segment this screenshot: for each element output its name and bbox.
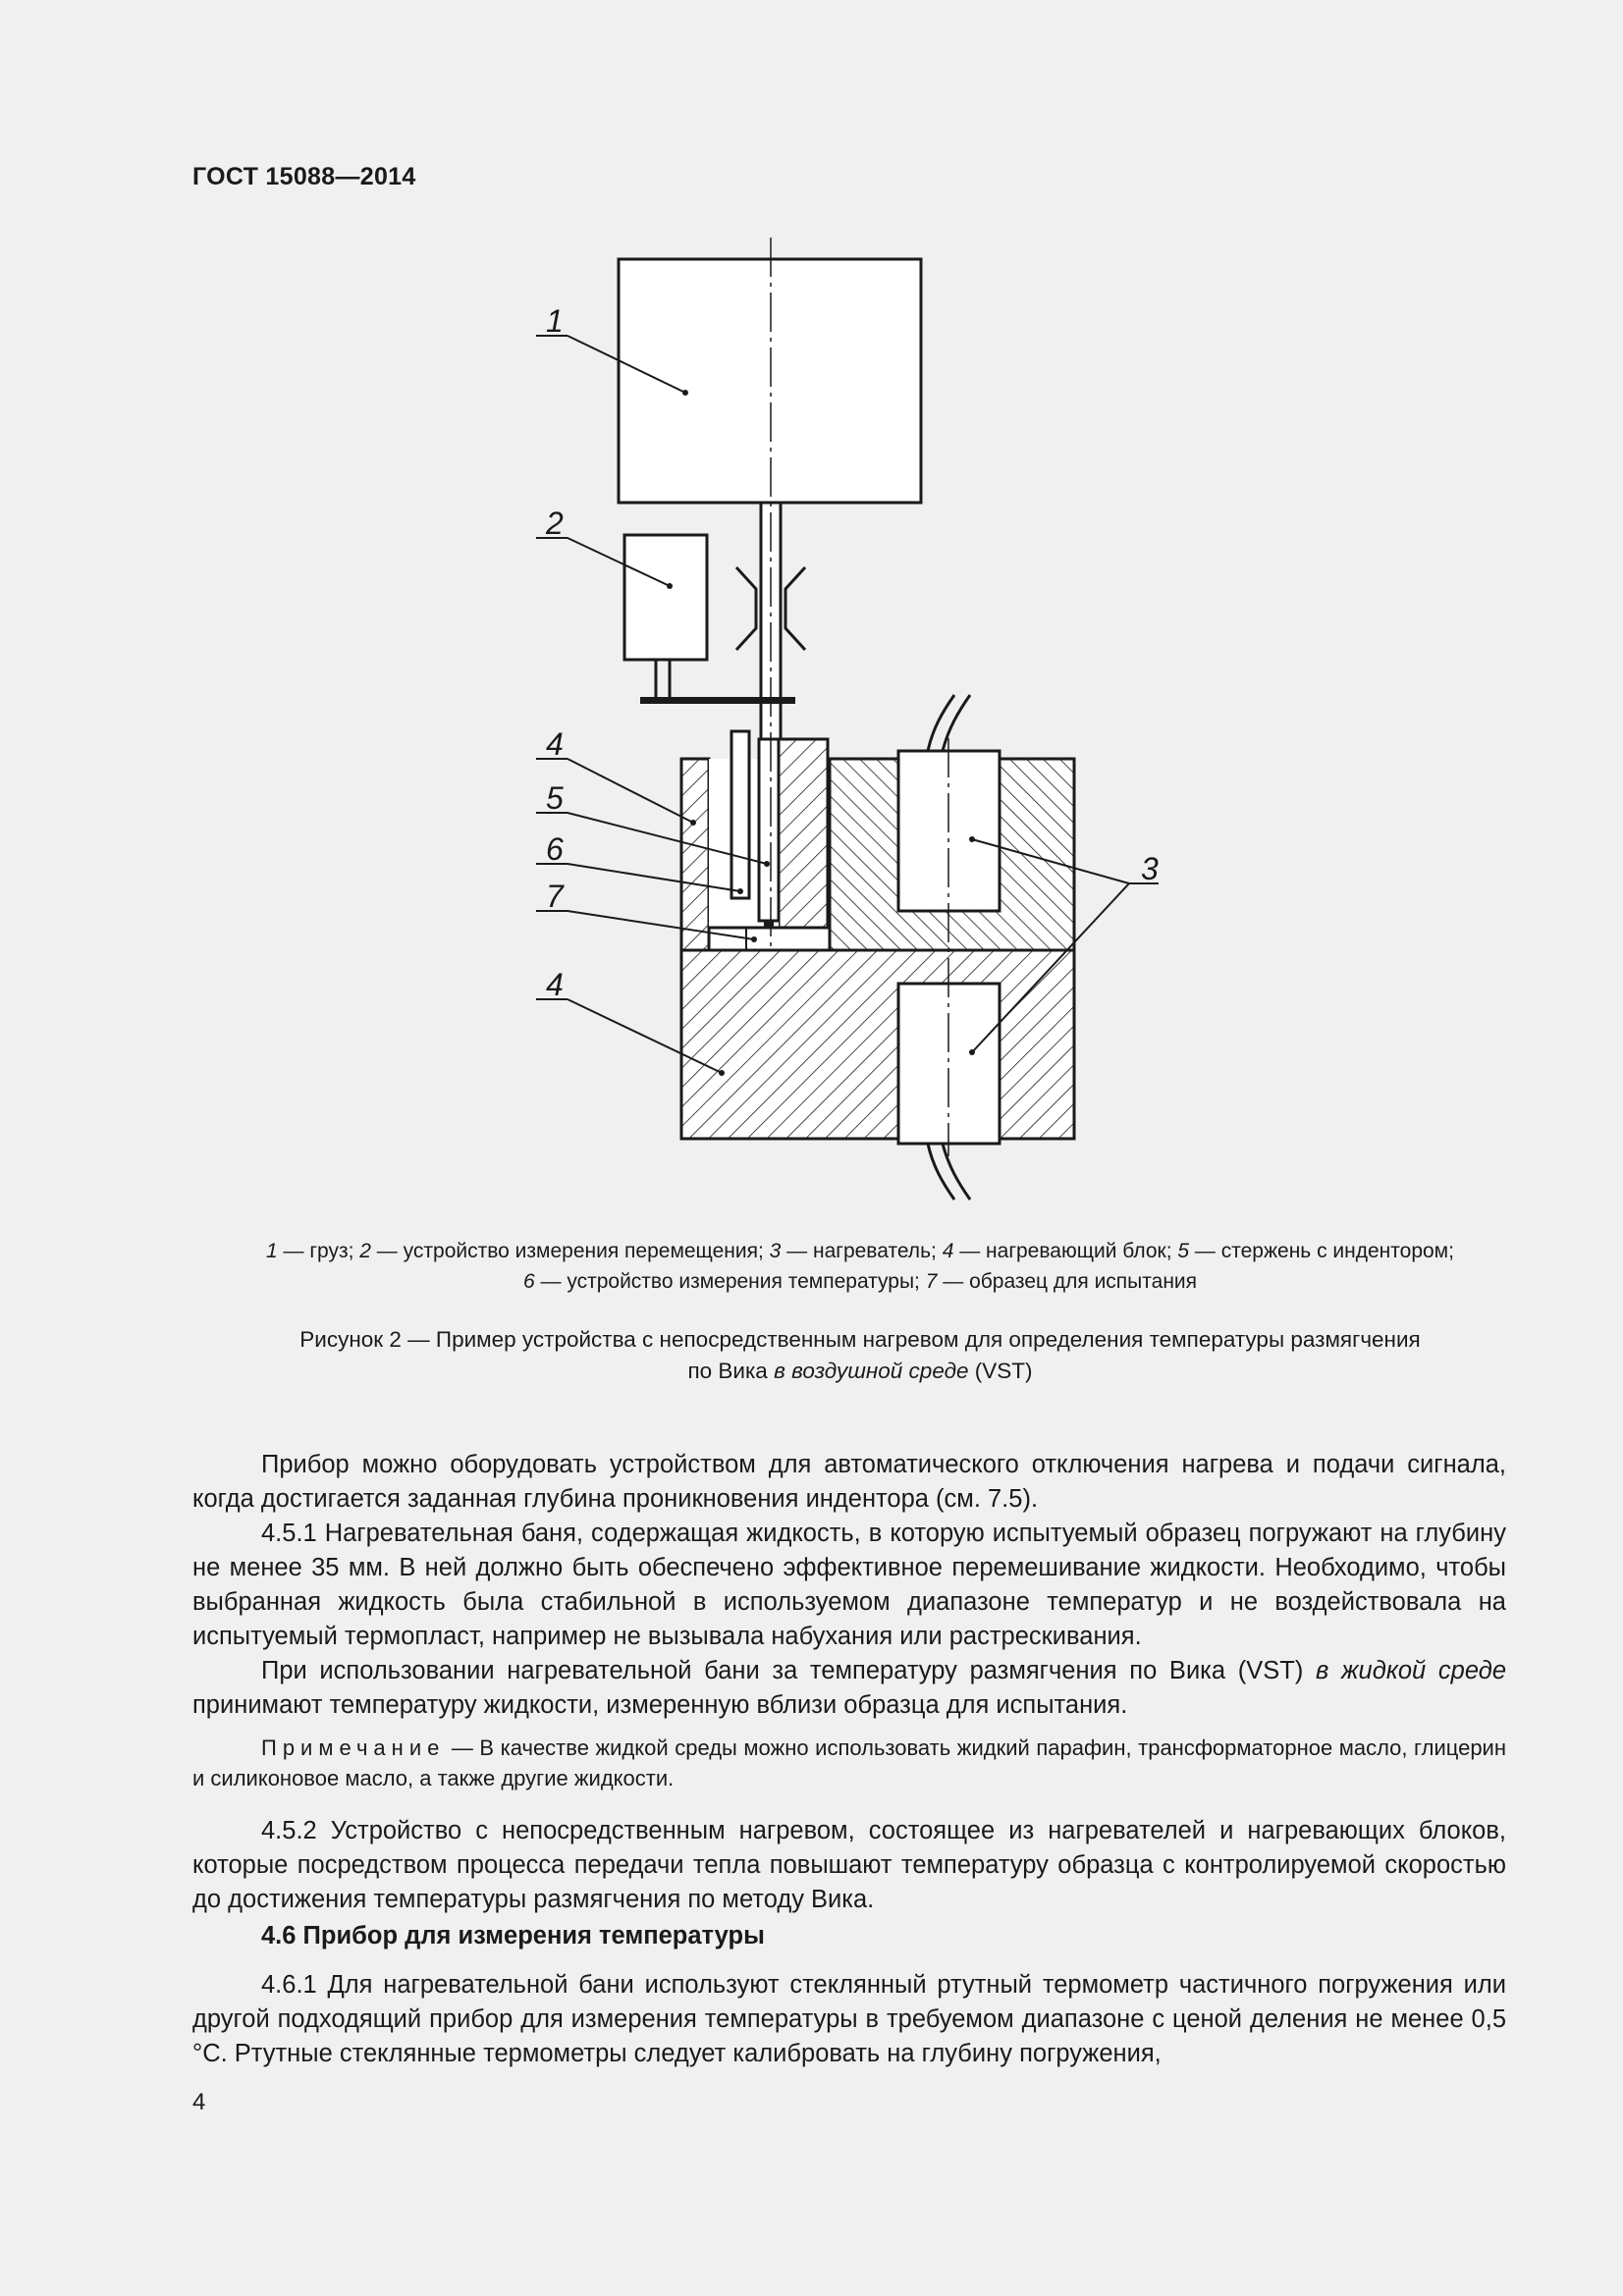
- heater-lower: [898, 984, 1000, 1144]
- callout-2: 2: [546, 506, 564, 541]
- paragraph-4-5-1: 4.5.1 Нагревательная баня, содержащая жидкость, в которую испытуемый образец погружают на глубину не менее 35 мм. В ней должно быть обеспечено эффективное перемешивание жидкости. Необходимо, чтобы выбранная жидкость была стабильной в используемом диапазоне температур и не воздействовала на испытуемый термопласт, например не вызывала набухания или растрескивания.: [192, 1520, 1506, 1650]
- displacement-device: [624, 535, 707, 660]
- callout-1: 1: [546, 303, 564, 339]
- specimen: [709, 928, 830, 950]
- figure-legend: [192, 1236, 1528, 1297]
- document-header: ГОСТ 15088—2014: [192, 163, 416, 190]
- callout-7: 7: [546, 879, 564, 914]
- paragraph-liquid-bath: При использовании нагревательной бани за температуру размягчения по Вика (VST) в жидкой среде принимают температуру жидкости, измеренную вблизи образца для испытания.: [192, 1657, 1507, 1719]
- crossbar: [640, 697, 795, 704]
- rod-holder: [779, 739, 828, 928]
- thermometer: [731, 731, 749, 898]
- paragraph-4-6-1: 4.6.1 Для нагревательной бани используют стеклянный ртутный термометр частичного погружения или другой подходящий прибор для измерения температуры в требуемом диапазоне с ценой деления не менее 0,5 °С. Ртутные стеклянные термометры следует калибровать на глубину погружения,: [192, 1971, 1506, 2067]
- page-number: 4: [192, 2089, 206, 2115]
- callout-5: 5: [546, 780, 564, 816]
- callout-6: 6: [546, 831, 564, 867]
- guide-left: [736, 567, 756, 650]
- heating-block-lower: [681, 950, 1074, 1139]
- callout-4-lower: 4: [546, 967, 564, 1002]
- legend-line-1: 1 — груз; 2 — устройство измерения перемещения; 3 — нагреватель; 4 — нагревающий блок; 5 — стержень с индентором;: [266, 1240, 1454, 1262]
- legend-line-2: 6 — устройство измерения температуры; 7 — образец для испытания: [522, 1270, 1198, 1293]
- section-heading-4-6: 4.6 Прибор для измерения температуры: [261, 1922, 765, 1949]
- figure-caption: [192, 1324, 1528, 1387]
- callout-3: 3: [1141, 851, 1159, 886]
- guide-right: [785, 567, 805, 650]
- note: Примечание — В качестве жидкой среды можно использовать жидкий парафин, трансформаторное масло, глицерин и силиконовое масло, а также другие жидкости.: [192, 1735, 1506, 1790]
- paragraph-device-signal: Прибор можно оборудовать устройством для автоматического отключения нагрева и подачи сигнала, когда достигается заданная глубина проникновения индентора (см. 7.5).: [192, 1451, 1506, 1513]
- weight-block: [619, 259, 921, 503]
- callout-4-upper: 4: [546, 726, 564, 762]
- caption-line-2: по Вика в воздушной среде (VST): [687, 1359, 1033, 1383]
- rod-lower: [759, 739, 779, 921]
- caption-line-1: Рисунок 2 — Пример устройства с непосредственным нагревом для определения температуры размягчения: [299, 1327, 1421, 1352]
- paragraph-4-5-2: 4.5.2 Устройство с непосредственным нагревом, состоящее из нагревателей и нагревающих блоков, которые посредством процесса передачи тепла повышают температуру образца с контролируемой скоростью до достижения температуры размягчения по методу Вика.: [192, 1817, 1506, 1913]
